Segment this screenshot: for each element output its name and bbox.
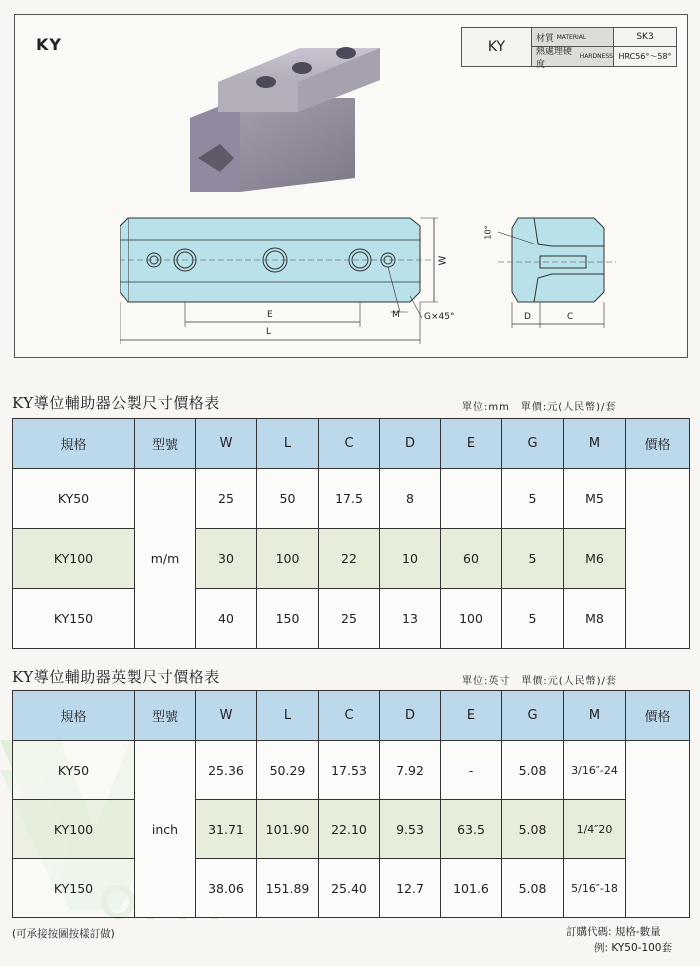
cell-e: [441, 469, 502, 529]
cell-l: 150: [257, 589, 319, 649]
cell-c: 17.53: [319, 741, 380, 800]
spec-model: KY: [462, 28, 532, 66]
dim-g: G×45°: [424, 312, 455, 322]
cell-g: 5: [502, 529, 564, 589]
cell-e: 60: [441, 529, 502, 589]
hardness-label-en: HARDNESS: [579, 53, 613, 60]
order-code-note: 訂購代碼: 規格-數量: [566, 926, 661, 938]
header-model: 型號: [135, 419, 196, 469]
inch-unit-note: 單位:英寸 單價:元(人民幣)/套: [462, 676, 617, 687]
header-e: E: [441, 691, 502, 741]
cell-m: 5/16″-18: [564, 859, 626, 918]
metric-header-row: [13, 419, 690, 469]
cell-m: M6: [564, 529, 626, 589]
table-row: [13, 859, 690, 918]
cell-spec: KY150: [13, 589, 135, 649]
dim-d: D: [524, 312, 531, 322]
material-label-zh: 材質: [536, 33, 555, 44]
custom-order-note: (可承接按圖按樣訂做): [12, 928, 115, 940]
cell-spec: KY150: [13, 859, 135, 918]
inch-header-row: [13, 691, 690, 741]
header-d: D: [380, 419, 441, 469]
cell-g: 5.08: [502, 741, 564, 800]
cell-d: 13: [380, 589, 441, 649]
cell-model-type: m/m: [135, 469, 196, 649]
metric-price-table: [12, 418, 690, 649]
cell-m: M5: [564, 469, 626, 529]
cell-w: 30: [196, 529, 257, 589]
hardness-label-zh: 熱處理硬度: [536, 46, 573, 70]
cell-g: 5.08: [502, 800, 564, 859]
material-label-en: MATERIAL: [556, 33, 587, 41]
cell-w: 31.71: [196, 800, 257, 859]
header-spec: 規格: [13, 419, 135, 469]
model-heading: KY: [36, 35, 62, 54]
dim-m: M: [392, 310, 400, 320]
dim-c: C: [567, 312, 574, 322]
cell-d: 7.92: [380, 741, 441, 800]
material-value: SK3: [614, 28, 676, 47]
inch-price-table: [12, 690, 690, 918]
cell-w: 25.36: [196, 741, 257, 800]
cell-c: 22.10: [319, 800, 380, 859]
dim-e: E: [267, 310, 273, 320]
header-d: D: [380, 691, 441, 741]
header-e: E: [441, 419, 502, 469]
cell-c: 17.5: [319, 469, 380, 529]
cell-w: 25: [196, 469, 257, 529]
cell-l: 50: [257, 469, 319, 529]
table-row: [13, 800, 690, 859]
header-l: L: [257, 419, 319, 469]
header-c: C: [319, 419, 380, 469]
cell-e: 63.5: [441, 800, 502, 859]
spec-box: [461, 27, 677, 70]
header-spec: 規格: [13, 691, 135, 741]
order-example: 例: KY50-100套: [594, 942, 672, 954]
table-row: [13, 589, 690, 649]
dim-angle: 10°: [483, 225, 493, 240]
cell-c: 25.40: [319, 859, 380, 918]
cell-w: 38.06: [196, 859, 257, 918]
table-row: [13, 469, 690, 529]
cell-w: 40: [196, 589, 257, 649]
hardness-value: HRC56°～58°: [618, 52, 672, 61]
metric-table-title: KY導位輔助器公製尺寸價格表: [12, 394, 220, 412]
table-row: [13, 529, 690, 589]
cell-e: 100: [441, 589, 502, 649]
hardness-label: [532, 46, 614, 70]
cell-g: 5: [502, 589, 564, 649]
header-c: C: [319, 691, 380, 741]
cell-l: 151.89: [257, 859, 319, 918]
cell-m: M8: [564, 589, 626, 649]
cell-d: 10: [380, 529, 441, 589]
dim-w: W: [437, 255, 449, 266]
cell-d: 9.53: [380, 800, 441, 859]
cell-d: 8: [380, 469, 441, 529]
header-price: 價格: [626, 691, 690, 741]
cell-price: [626, 741, 690, 918]
header-model: 型號: [135, 691, 196, 741]
side-view-drawing: [498, 212, 618, 342]
cell-spec: KY50: [13, 741, 135, 800]
cell-l: 101.90: [257, 800, 319, 859]
cell-e: -: [441, 741, 502, 800]
header-l: L: [257, 691, 319, 741]
header-w: W: [196, 691, 257, 741]
cell-d: 12.7: [380, 859, 441, 918]
cell-c: 25: [319, 589, 380, 649]
cell-m: 3/16″-24: [564, 741, 626, 800]
metric-unit-note: 單位:mm 單價:元(人民幣)/套: [462, 402, 617, 413]
cell-l: 100: [257, 529, 319, 589]
cell-e: 101.6: [441, 859, 502, 918]
cell-c: 22: [319, 529, 380, 589]
dim-l: L: [266, 327, 272, 337]
header-m: M: [564, 419, 626, 469]
header-g: G: [502, 419, 564, 469]
header-g: G: [502, 691, 564, 741]
cell-m: 1/4″20: [564, 800, 626, 859]
cell-price: [626, 469, 690, 649]
cell-l: 50.29: [257, 741, 319, 800]
front-view-drawing: [120, 212, 470, 347]
header-w: W: [196, 419, 257, 469]
header-m: M: [564, 691, 626, 741]
cell-spec: KY100: [13, 529, 135, 589]
cell-g: 5: [502, 469, 564, 529]
cell-g: 5.08: [502, 859, 564, 918]
header-price: 價格: [626, 419, 690, 469]
cell-model-type: inch: [135, 741, 196, 918]
table-row: [13, 741, 690, 800]
inch-table-title: KY導位輔助器英製尺寸價格表: [12, 668, 220, 686]
cell-spec: KY50: [13, 469, 135, 529]
cell-spec: KY100: [13, 800, 135, 859]
product-photo: [180, 40, 390, 200]
